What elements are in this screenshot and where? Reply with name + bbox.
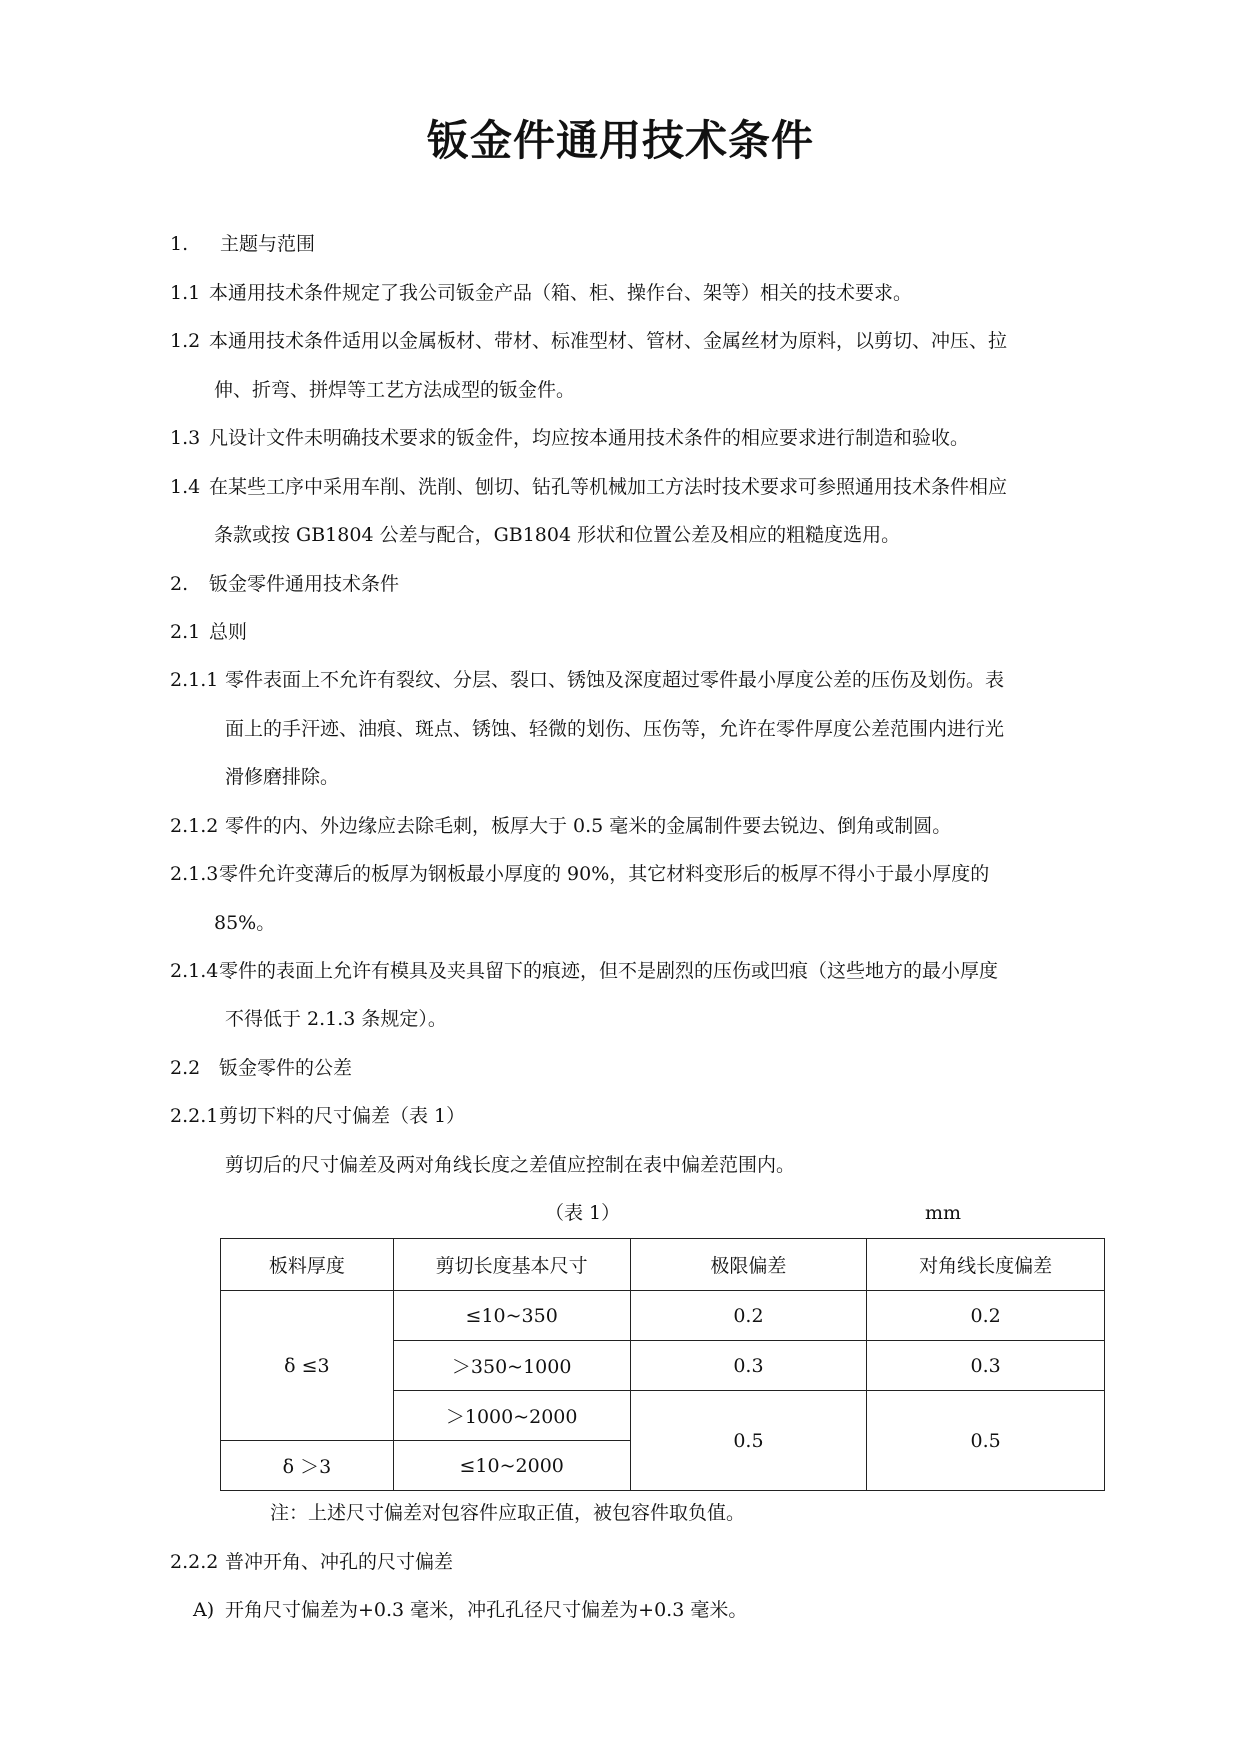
table-row (221, 1291, 1105, 1341)
table-cell: ≤10~350 (393, 1291, 630, 1341)
clause-text: 本通用技术条件适用以金属板材、带材、标准型材、管材、金属丝材为原料，以剪切、冲压、拉 (209, 330, 1008, 352)
table-cell: 0.3 (867, 1341, 1105, 1391)
table-cell: 0.5 (867, 1391, 1105, 1491)
clause-text: 零件表面上不允许有裂纹、分层、裂口、锈蚀及深度超过零件最小厚度公差的压伤及划伤。表 (225, 669, 1005, 691)
section-number: 2. (170, 573, 189, 595)
clause-text: 剪切下料的尺寸偏差（表 1） (219, 1105, 466, 1127)
document-title: 钣金件通用技术条件 (426, 116, 814, 165)
clause-text: 零件的表面上允许有模具及夹具留下的痕迹，但不是剧烈的压伤或凹痕（这些地方的最小厚度 (219, 960, 999, 982)
clause-text: 本通用技术条件规定了我公司钣金产品（箱、柜、操作台、架等）相关的技术要求。 (209, 282, 913, 304)
table-header-row (221, 1239, 1105, 1291)
clause-text: 零件允许变薄后的板厚为钢板最小厚度的 90%，其它材料变形后的板厚不得小于最小厚度的 (219, 863, 990, 885)
table-cell-thickness: δ ＞3 (221, 1441, 394, 1491)
section-heading: 钣金零件通用技术条件 (209, 573, 400, 595)
note-text: 注：上述尺寸偏差对包容件应取正值，被包容件取负值。 (270, 1502, 746, 1524)
clause-text: 剪切后的尺寸偏差及两对角线长度之差值应控制在表中偏差范围内。 (225, 1154, 796, 1176)
clause-number: 1.2 (170, 330, 201, 352)
clause-number: 2.2 (170, 1057, 201, 1079)
clause-text: 总则 (209, 621, 248, 643)
clause-number: 2.1.1 (170, 669, 219, 691)
clause-number: 2.1 (170, 621, 201, 643)
clause-text: 条款或按 GB1804 公差与配合，GB1804 形状和位置公差及相应的粗糙度选用。 (214, 524, 901, 546)
table-cell: 0.2 (630, 1291, 867, 1341)
item-label: A) (193, 1599, 215, 1621)
clause-number: 2.2.1 (170, 1105, 219, 1127)
section-heading: 主题与范围 (220, 233, 316, 255)
clause-text: 面上的手汗迹、油痕、斑点、锈蚀、轻微的划伤、压伤等，允许在零件厚度公差范围内进行光 (225, 718, 1005, 740)
clause-number: 1.4 (170, 476, 201, 498)
table-header-cell: 板料厚度 (221, 1239, 394, 1291)
section-number: 1. (170, 233, 189, 255)
table-header-cell: 剪切长度基本尺寸 (393, 1239, 630, 1291)
clause-text: 伸、折弯、拼焊等工艺方法成型的钣金件。 (214, 379, 576, 401)
table-cell-thickness: δ ≤3 (221, 1291, 394, 1441)
table-cell: ＞1000~2000 (393, 1391, 630, 1441)
table-cell: ≤10~2000 (393, 1441, 630, 1491)
table-header-cell: 对角线长度偏差 (867, 1239, 1105, 1291)
table-caption-text: （表 1） (545, 1202, 621, 1224)
clause-text: 不得低于 2.1.3 条规定）。 (225, 1008, 447, 1030)
item-text: 开角尺寸偏差为+0.3 毫米，冲孔孔径尺寸偏差为+0.3 毫米。 (225, 1599, 748, 1621)
clause-text: 普冲开角、冲孔的尺寸偏差 (225, 1551, 454, 1573)
clause-text: 钣金零件的公差 (219, 1057, 353, 1079)
table-cell: 0.2 (867, 1291, 1105, 1341)
clause-number: 1.3 (170, 427, 201, 449)
tolerance-table (220, 1238, 1105, 1491)
table-cell: 0.5 (630, 1391, 867, 1491)
clause-text: 滑修磨排除。 (225, 766, 340, 788)
table-cell: ＞350~1000 (393, 1341, 630, 1391)
clause-number: 1.1 (170, 282, 201, 304)
clause-text: 零件的内、外边缘应去除毛刺，板厚大于 0.5 毫米的金属制件要去锐边、倒角或制圆。 (225, 815, 952, 837)
clause-text: 85%。 (214, 912, 276, 934)
clause-number: 2.1.4 (170, 960, 219, 982)
clause-number: 2.1.2 (170, 815, 219, 837)
clause-number: 2.2.2 (170, 1551, 219, 1573)
clause-text: 在某些工序中采用车削、洗削、刨切、钻孔等机械加工方法时技术要求可参照通用技术条件相应 (209, 476, 1008, 498)
table-header-cell: 极限偏差 (630, 1239, 867, 1291)
table-cell: 0.3 (630, 1341, 867, 1391)
clause-number: 2.1.3 (170, 863, 219, 885)
table-unit: mm (925, 1202, 962, 1224)
clause-text: 凡设计文件未明确技术要求的钣金件，均应按本通用技术条件的相应要求进行制造和验收。 (209, 427, 970, 449)
